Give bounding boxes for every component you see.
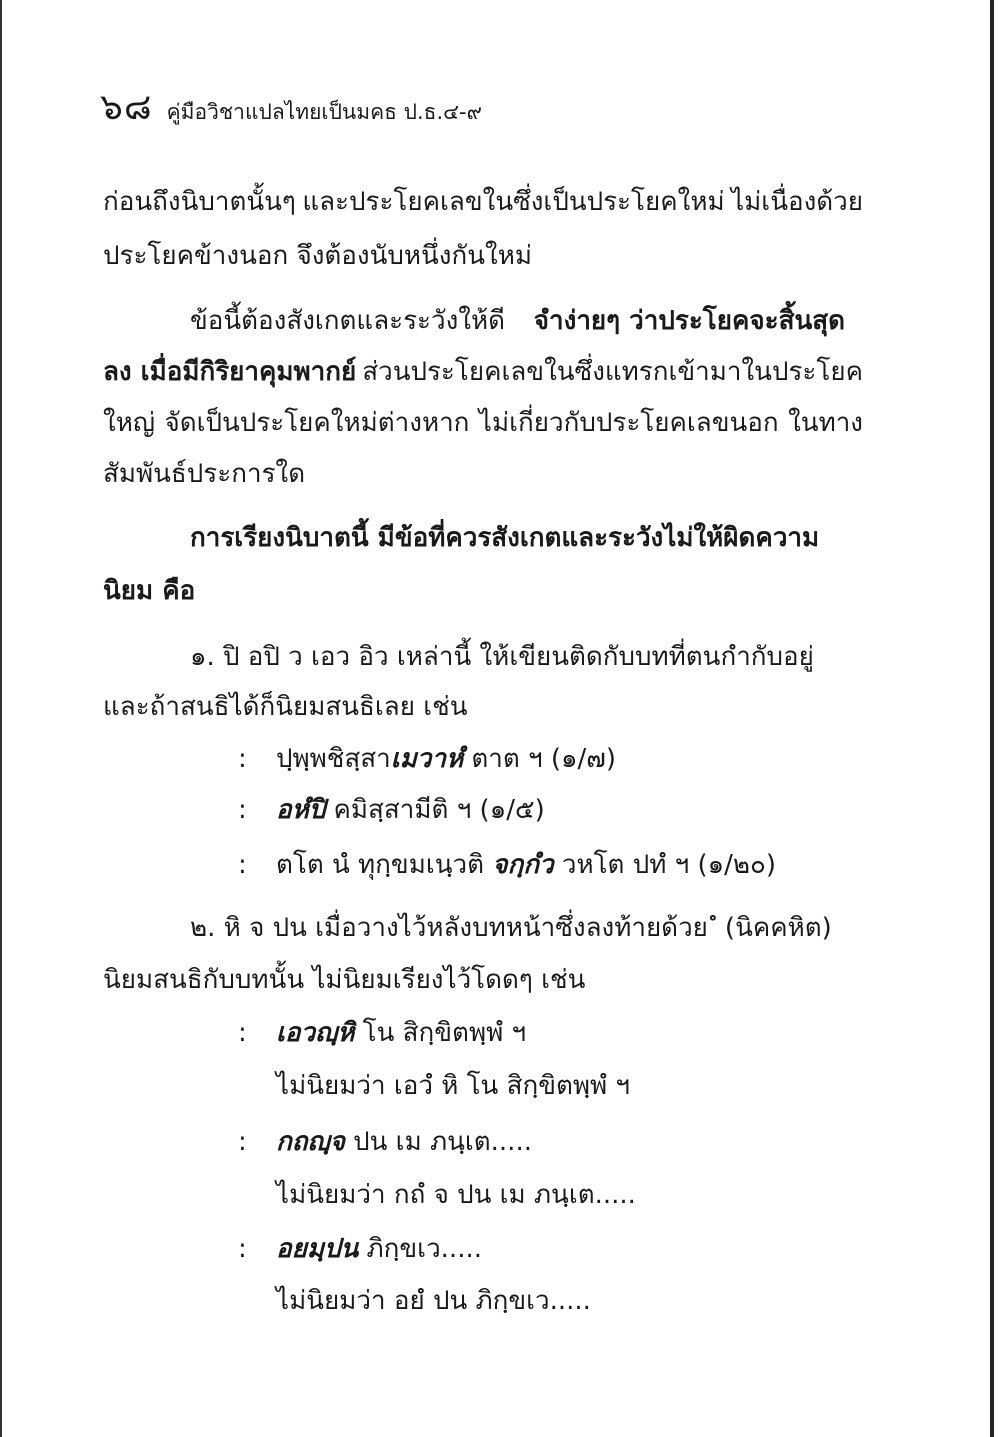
example-text: ภิกฺขเว..... — [358, 1234, 482, 1264]
rule-1-line-2: และถ้าสนธิได้ก็นิยมสนธิเลย เช่น — [103, 692, 468, 722]
text-span: ข้อนี้ต้องสังเกตและระวังให้ดี — [190, 306, 506, 336]
text-span: และประโยคเลขในซึ่งเป็นประโยคใหม่ — [302, 187, 725, 217]
colon-mark: : — [238, 850, 247, 880]
example-text: ปฺพฺพชิสฺสา — [276, 744, 391, 774]
example-text: ตโต นํ ทุกฺขมเนฺวติ — [276, 850, 493, 880]
example-keyword: จกฺกํว — [492, 850, 554, 880]
text-span: ส่วนประโยคเลขในซึ่งแทรกเข้ามาในประโยค — [362, 357, 863, 387]
rule-1-example-2 — [238, 794, 858, 826]
rule-2-example-3 — [238, 1233, 858, 1265]
text-span: ไม่เนื่องด้วย — [731, 187, 863, 217]
rule-2-line-1: ๒. หิ จ ปน เมื่อวางไว้หลังบทหน้าซึ่งลงท้ายด้วย ํ (นิคคหิต) — [190, 913, 832, 943]
rule-2-example-1 — [238, 1017, 858, 1049]
example-keyword: กถญฺจ — [276, 1127, 345, 1157]
text-span: จัดเป็นประโยคใหม่ต่างหาก — [164, 408, 470, 438]
section-heading-line-2: นิยม คือ — [103, 576, 196, 606]
text-span: ในทาง — [788, 408, 863, 438]
text-span: ใหญ่ — [103, 408, 155, 438]
example-keyword: เอวญฺหิ — [276, 1018, 355, 1048]
rule-2-line-2: นิยมสนธิกับบทนั้น ไม่นิยมเรียงไว้โดดๆ เช่น — [103, 965, 586, 995]
example-text: ตาต ฯ (๑/๗) — [463, 744, 617, 774]
example-text: โน สิกฺขิตพฺพํ ฯ — [354, 1018, 527, 1048]
rule-2-example-2 — [238, 1126, 858, 1158]
paragraph-2-line-2 — [103, 356, 863, 388]
example-text: วหโต ปทํ ฯ (๑/๒๐) — [553, 850, 777, 880]
colon-mark: : — [238, 795, 247, 825]
paragraph-1-line-1 — [103, 186, 863, 218]
colon-mark: : — [238, 744, 247, 774]
rule-1-example-3 — [238, 849, 858, 881]
emphasis-text: จำง่ายๆ ว่าประโยคจะสิ้นสุด — [533, 306, 845, 336]
paragraph-2-line-4: สัมพันธ์ประการใด — [103, 459, 306, 489]
colon-mark: : — [238, 1234, 247, 1264]
rule-2-example-3-not-preferred: ไม่นิยมว่า อยํ ปน ภิกฺขเว..... — [276, 1286, 591, 1316]
paragraph-1-line-2: ประโยคข้างนอก จึงต้องนับหนึ่งกันใหม่ — [103, 241, 532, 271]
colon-mark: : — [238, 1127, 247, 1157]
rule-2-example-1-not-preferred: ไม่นิยมว่า เอวํ หิ โน สิกฺขิตพฺพํ ฯ — [276, 1071, 631, 1101]
text-span: ไม่เกี่ยวกับประโยคเลขนอก — [478, 408, 779, 438]
rule-1-example-1 — [238, 743, 858, 775]
page-number: ๖๘ — [100, 87, 153, 128]
example-text: คมิสฺสามีติ ฯ (๑/๕) — [325, 795, 545, 825]
paragraph-2-line-1 — [190, 305, 845, 337]
rule-2-example-2-not-preferred: ไม่นิยมว่า กถํ จ ปน เม ภนฺเต..... — [276, 1180, 636, 1210]
book-title: คู่มือวิชาแปลไทยเป็นมคธ ป.ธ.๔-๙ — [166, 100, 483, 124]
example-keyword: อหํปิ — [276, 795, 326, 825]
emphasis-text: ลง เมื่อมีกิริยาคุมพากย์ — [103, 357, 357, 387]
example-keyword: อยมฺปน — [276, 1234, 359, 1264]
example-keyword: เมวาหํ — [390, 744, 464, 774]
colon-mark: : — [238, 1018, 247, 1048]
paragraph-2-line-3 — [103, 407, 863, 439]
text-span: ก่อนถึงนิบาตนั้นๆ — [103, 187, 296, 217]
example-text: ปน เม ภนฺเต..... — [344, 1127, 532, 1157]
running-header — [100, 78, 483, 128]
section-heading-line-1: การเรียงนิบาตนี้ มีข้อที่ควรสังเกตและระวังไม่ให้ผิดความ — [190, 523, 820, 553]
rule-1-line-1: ๑. ปิ อปิ ว เอว อิว เหล่านี้ ให้เขียนติดกับบทที่ตนกำกับอยู่ — [190, 642, 814, 672]
